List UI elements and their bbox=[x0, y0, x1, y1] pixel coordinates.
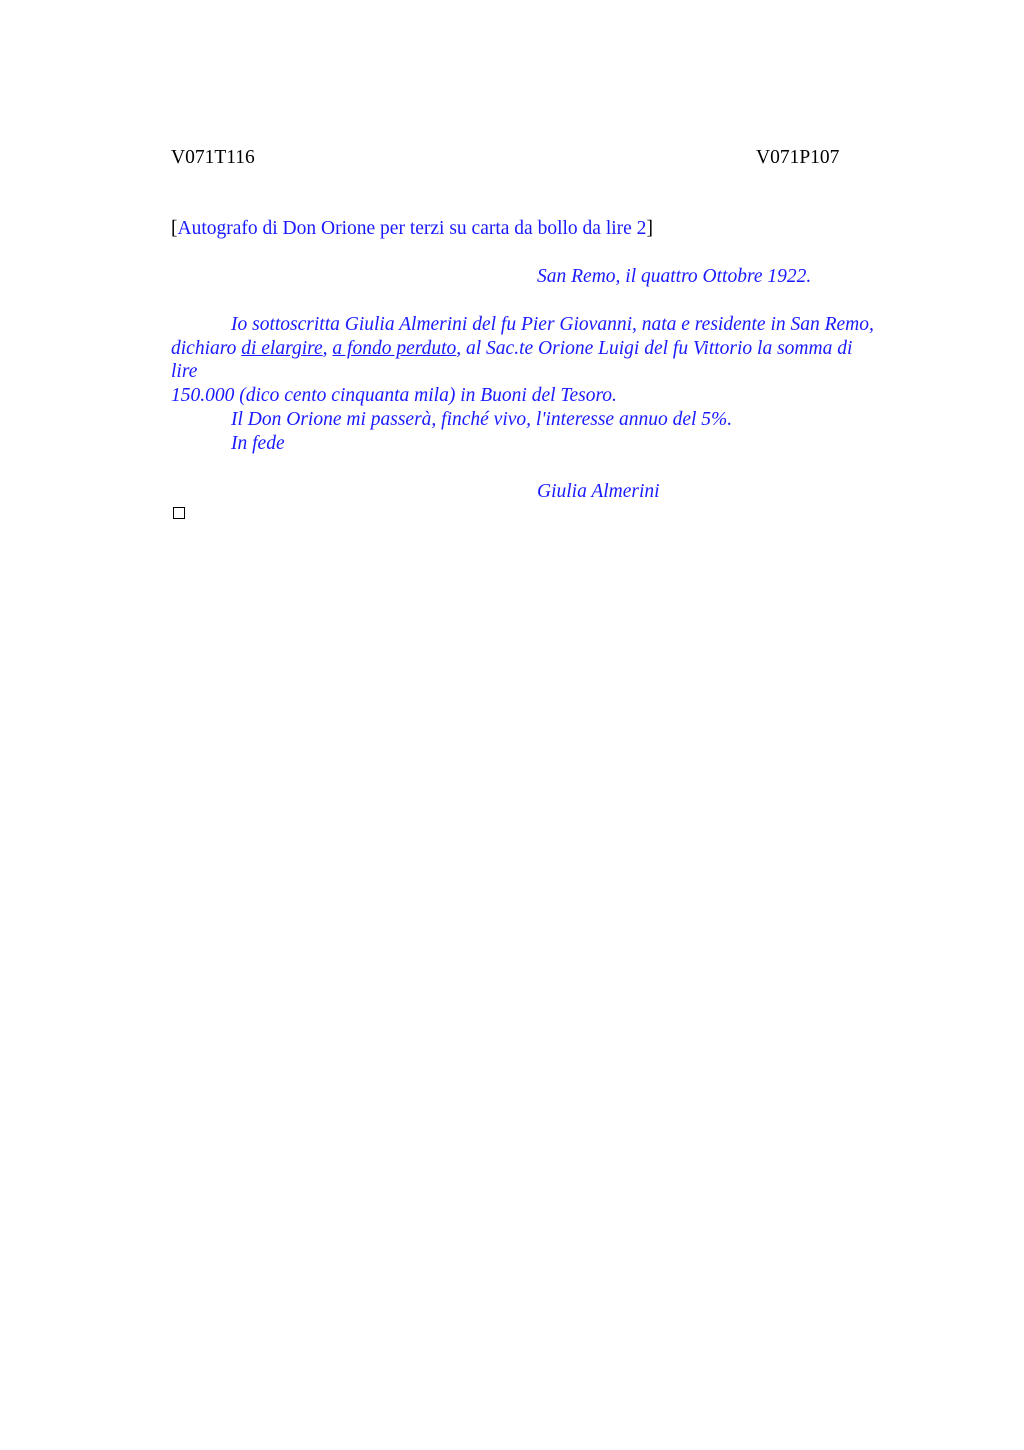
underlined-a-fondo-perduto: a fondo perduto bbox=[332, 338, 457, 359]
document-code-right: V071P107 bbox=[756, 147, 840, 168]
document-heading bbox=[171, 218, 653, 240]
letter-line-1: Io sottoscritta Giulia Almerini del fu Pier Giovanni, nata e residente in San Remo, bbox=[231, 314, 874, 335]
letter-line-3: lire bbox=[171, 361, 198, 382]
letter-signature: Giulia Almerini bbox=[537, 481, 660, 502]
line2-separator: , bbox=[322, 338, 333, 359]
letter-line-6: In fede bbox=[231, 433, 285, 454]
heading-open-bracket: [ bbox=[171, 218, 178, 239]
underlined-di-elargire: di elargire bbox=[241, 338, 323, 359]
letter-line-4: 150.000 (dico cento cinquanta mila) in Buoni del Tesoro. bbox=[171, 385, 617, 406]
heading-close-bracket: ] bbox=[646, 218, 653, 239]
letter-line-5: Il Don Orione mi passerà, finché vivo, l'interesse annuo del 5%. bbox=[231, 409, 733, 430]
heading-text: Autografo di Don Orione per terzi su carta da bollo da lire 2 bbox=[177, 218, 647, 239]
end-of-document-box-icon bbox=[173, 507, 185, 519]
document-code-left: V071T116 bbox=[171, 147, 255, 168]
line2-start: dichiaro bbox=[171, 338, 242, 359]
line2-end: , al Sac.te Orione Luigi del fu Vittorio la somma di bbox=[456, 338, 853, 359]
letter-line-2 bbox=[171, 338, 852, 360]
letter-date: San Remo, il quattro Ottobre 1922. bbox=[537, 266, 812, 287]
